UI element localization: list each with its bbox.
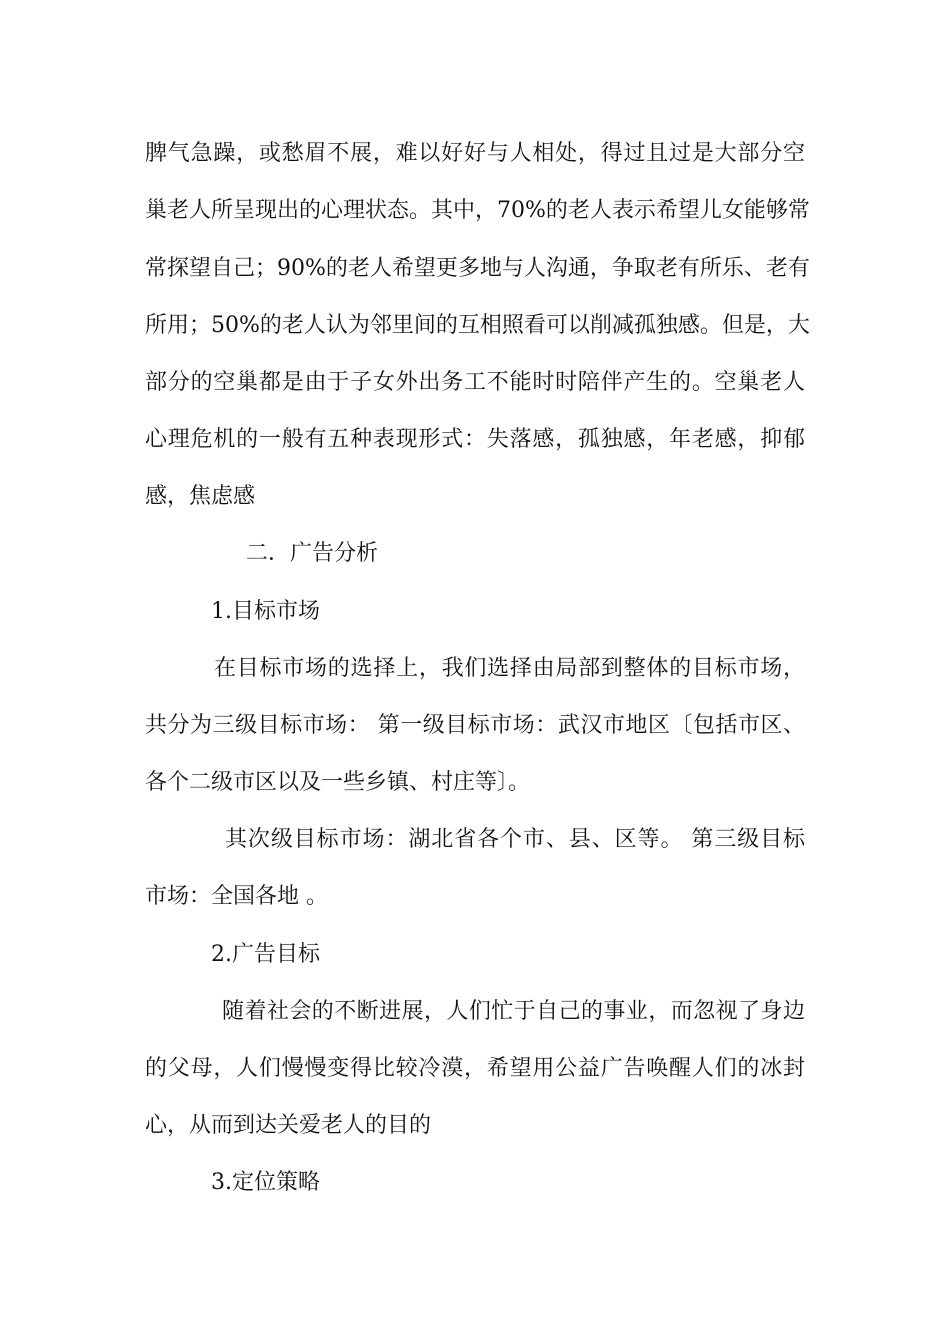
paragraph-line: 心，从而到达关爱老人的目的 — [145, 1113, 432, 1138]
paragraph-line: 常探望自己；90%的老人希望更多地与人沟通，争取老有所乐、老有 — [145, 256, 810, 281]
paragraph-line: 部分的空巢都是由于子女外出务工不能时时陪伴产生的。空巢老人 — [145, 370, 805, 395]
paragraph-line: 在目标市场的选择上，我们选择由局部到整体的目标市场， — [214, 656, 805, 681]
section-heading: 二．广告分析 — [246, 541, 379, 566]
item-heading: 2.广告目标 — [211, 942, 320, 967]
paragraph-line: 的父母，人们慢慢变得比较冷漠，希望用公益广告唤醒人们的冰封 — [145, 1056, 805, 1081]
paragraph-line: 心理危机的一般有五种表现形式：失落感，孤独感，年老感，抑郁 — [145, 427, 805, 452]
paragraph-line: 共分为三级目标市场： 第一级目标市场：武汉市地区〔包括市区、 — [145, 713, 805, 738]
paragraph-line: 随着社会的不断进展，人们忙于自己的事业，而忽视了身边 — [222, 999, 805, 1024]
paragraph-line: 所用；50%的老人认为邻里间的互相照看可以削减孤独感。但是，大 — [145, 313, 810, 338]
item-heading: 1.目标市场 — [211, 599, 320, 624]
paragraph-line: 巢老人所呈现出的心理状态。其中，70%的老人表示希望儿女能够常 — [145, 198, 810, 223]
paragraph-line: 各个二级市区以及一些乡镇、村庄等〕。 — [145, 770, 531, 795]
paragraph-line: 市场：全国各地 。 — [145, 884, 328, 909]
paragraph-line: 感，焦虑感 — [145, 484, 256, 509]
paragraph-line: 脾气急躁，或愁眉不展，难以好好与人相处，得过且过是大部分空 — [145, 141, 805, 166]
paragraph-line: 其次级目标市场：湖北省各个市、县、区等。 第三级目标 — [225, 827, 805, 852]
item-heading: 3.定位策略 — [211, 1170, 320, 1195]
